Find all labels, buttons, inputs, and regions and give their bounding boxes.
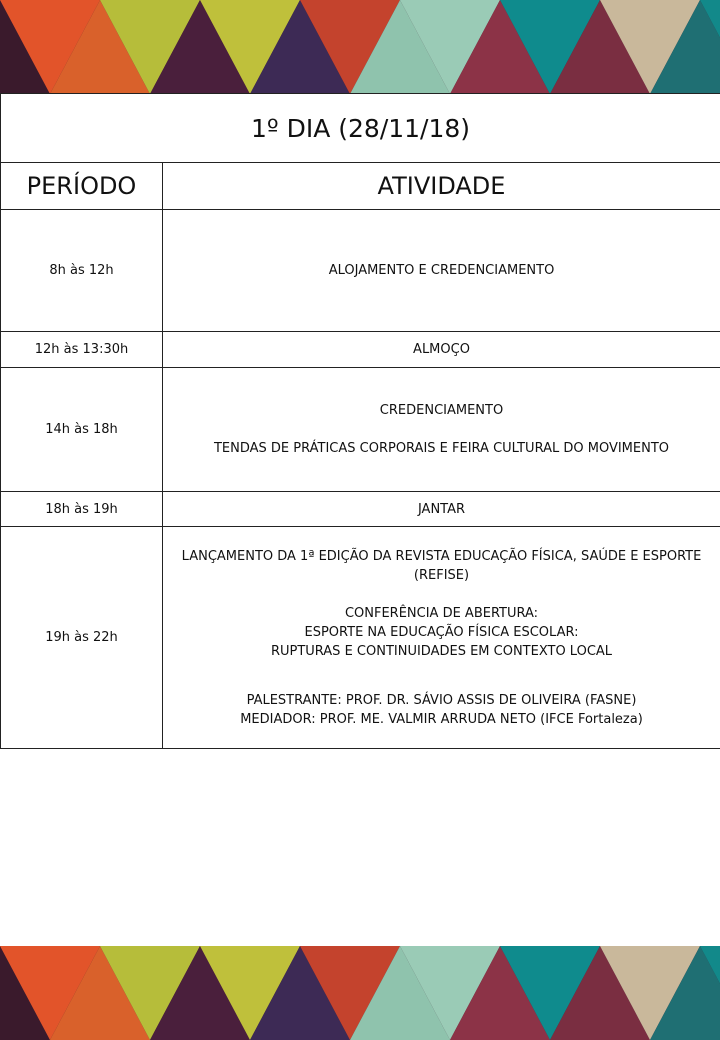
mediator-line: MEDIADOR: PROF. ME. VALMIR ARRUDA NETO (IFCE Fortaleza) [240, 711, 643, 727]
conference-title: ESPORTE NA EDUCAÇÃO FÍSICA ESCOLAR: [304, 624, 579, 640]
table-row [1, 368, 720, 492]
conference-heading: CONFERÊNCIA DE ABERTURA: [344, 605, 539, 621]
period-cell: 14h às 18h [1, 368, 163, 492]
day-title-row [1, 94, 720, 163]
table-row [1, 492, 720, 527]
conference-title: RUPTURAS E CONTINUIDADES EM CONTEXTO LOCAL [270, 643, 613, 659]
activity-text: ALMOÇO [413, 342, 470, 357]
activity-text: ALOJAMENTO E CREDENCIAMENTO [328, 263, 555, 278]
activity-cell [163, 492, 720, 527]
top-banner [0, 0, 720, 94]
header-row [1, 163, 720, 210]
bottom-banner [0, 946, 720, 1040]
table-row [1, 210, 720, 332]
period-cell: 19h às 22h [1, 527, 163, 749]
day-title: 1º DIA (28/11/18) [1, 94, 720, 163]
activity-cell [163, 368, 720, 492]
period-cell: 8h às 12h [1, 210, 163, 332]
activity-cell [163, 332, 720, 368]
activity-text: JANTAR [417, 501, 466, 517]
table-row [1, 332, 720, 368]
table-row [1, 527, 720, 749]
period-cell: 12h às 13:30h [1, 332, 163, 368]
launch-line: LANÇAMENTO DA 1ª EDIÇÃO DA REVISTA EDUCAÇÃO FÍSICA, SAÚDE E ESPORTE [181, 548, 702, 564]
activity-cell [163, 210, 720, 332]
schedule-table [0, 93, 720, 749]
period-cell: 18h às 19h [1, 492, 163, 527]
top-banner-triangles [0, 0, 720, 94]
bottom-banner-triangles [0, 946, 720, 1040]
activity-cell [163, 527, 720, 749]
period-header: PERÍODO [1, 163, 163, 210]
speaker-line: PALESTRANTE: PROF. DR. SÁVIO ASSIS DE OLIVEIRA (FASNE) [246, 692, 637, 708]
activity-text: TENDAS DE PRÁTICAS CORPORAIS E FEIRA CULTURAL DO MOVIMENTO [213, 441, 669, 456]
activity-text: CREDENCIAMENTO [379, 403, 504, 418]
activity-header: ATIVIDADE [163, 163, 720, 210]
launch-line: (REFISE) [413, 567, 470, 583]
